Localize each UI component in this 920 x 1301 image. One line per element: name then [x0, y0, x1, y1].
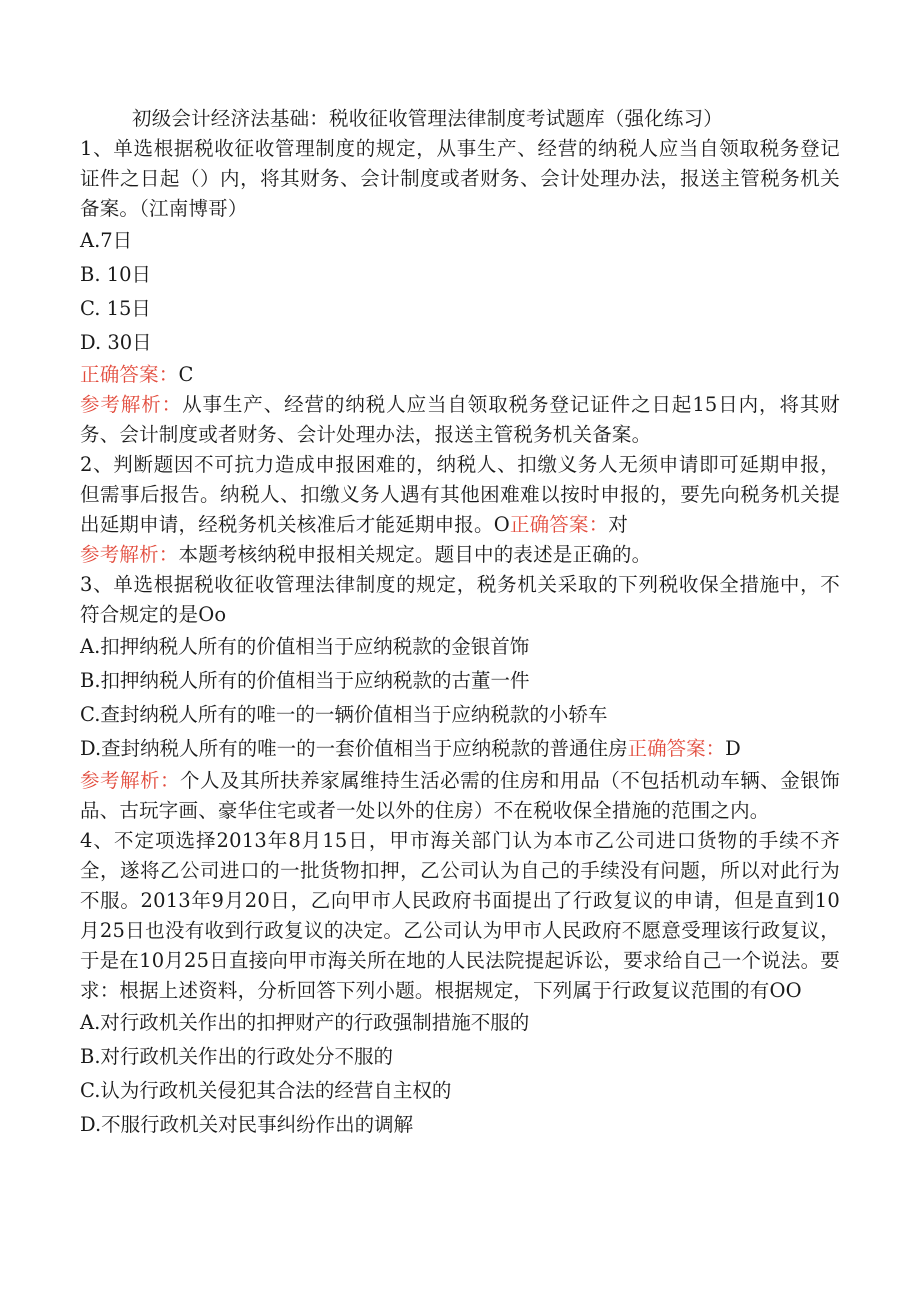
analysis-text: 从事生产、经营的纳税人应当自领取税务登记证件之日起15日内，将其财务、会计制度或者财务、会计处理办法，报送主管税务机关备案。: [80, 393, 840, 446]
question-3-stem: 3、单选根据税收征收管理法律制度的规定，税务机关采取的下列税收保全措施中，不符合规定的是Oo: [80, 573, 840, 626]
document-page: [80, 104, 840, 1142]
question-2-stem: [80, 450, 840, 540]
analysis-text: 本题考核纳税申报相关规定。题目中的表述是正确的。: [178, 543, 652, 566]
question-1-option-c: C. 15日: [80, 297, 151, 320]
answer-value: C: [178, 363, 194, 386]
answer-label: 正确答案：: [627, 737, 726, 760]
document-title: 初级会计经济法基础：税收征收管理法律制度考试题库（强化练习）: [132, 107, 724, 130]
analysis-label: 参考解析：: [80, 543, 179, 566]
answer-label: 正确答案：: [509, 513, 609, 536]
answer-value: 对: [608, 513, 629, 536]
question-1-option-b: B. 10日: [80, 263, 152, 286]
question-2-text: 2、判断题因不可抗力造成申报困难的，纳税人、扣缴义务人无须申请即可延期申报，但需事后报告。纳税人、扣缴义务人遇有其他困难难以按时申报的，要先向税务机关提出延期申请，经税务机关核准后才能延期申报。O: [80, 453, 840, 536]
question-2-analysis: [80, 540, 840, 570]
question-1-stem: 1、单选根据税收征收管理制度的规定，从事生产、经营的纳税人应当自领取税务登记证件之日起（）内，将其财务、会计制度或者财务、会计处理办法，报送主管税务机关备案。（江南博哥）: [80, 137, 840, 220]
analysis-label: 参考解析：: [80, 769, 181, 792]
question-1-option-d: D. 30日: [80, 331, 152, 354]
question-3-option-b: B.扣押纳税人所有的价值相当于应纳税款的古董一件: [80, 669, 530, 692]
question-4-option-c: C.认为行政机关侵犯其合法的经营自主权的: [80, 1079, 452, 1102]
question-4-stem: 4、不定项选择2013年8月15日，甲市海关部门认为本市乙公司进口货物的手续不齐全，遂将乙公司进口的一批货物扣押，乙公司认为自己的手续没有问题，所以对此行为不服。2013年9月20日，乙向甲市人民政府书面提出了行政复议的申请，但是直到10月25日也没有收到行政复议的决定。乙公司认为甲市人民政府不愿意受理该行政复议，于是在10月25日直接向甲市海关所在地的人民法院提起诉讼，要求给自己一个说法。要求：根据上述资料，分析回答下列小题。根据规定，下列属于行政复议范围的有OO: [80, 829, 840, 1002]
question-4-option-d: D.不服行政机关对民事纠纷作出的调解: [80, 1113, 414, 1136]
question-3-option-c: C.查封纳税人所有的唯一的一辆价值相当于应纳税款的小轿车: [80, 703, 608, 726]
question-1-option-a: A.7日: [80, 229, 133, 252]
question-1-analysis: [80, 390, 840, 450]
question-3-option-d: [80, 732, 840, 766]
question-4-option-a: A.对行政机关作出的扣押财产的行政强制措施不服的: [80, 1011, 530, 1034]
question-3-analysis: [80, 766, 840, 826]
answer-value: D: [725, 737, 741, 760]
answer-label: 正确答案：: [80, 363, 179, 386]
analysis-label: 参考解析：: [80, 393, 183, 416]
question-4-option-b: B.对行政机关作出的行政处分不服的: [80, 1045, 394, 1068]
question-1-answer: [80, 360, 840, 390]
question-3-option-a: A.扣押纳税人所有的价值相当于应纳税款的金银首饰: [80, 635, 530, 658]
option-d-text: D.查封纳税人所有的唯一的一套价值相当于应纳税款的普通住房: [80, 737, 628, 760]
analysis-text: 个人及其所扶养家属维持生活必需的住房和用品（不包括机动车辆、金银饰品、古玩字画、豪华住宅或者一处以外的住房）不在税收保全措施的范围之内。: [80, 769, 840, 822]
